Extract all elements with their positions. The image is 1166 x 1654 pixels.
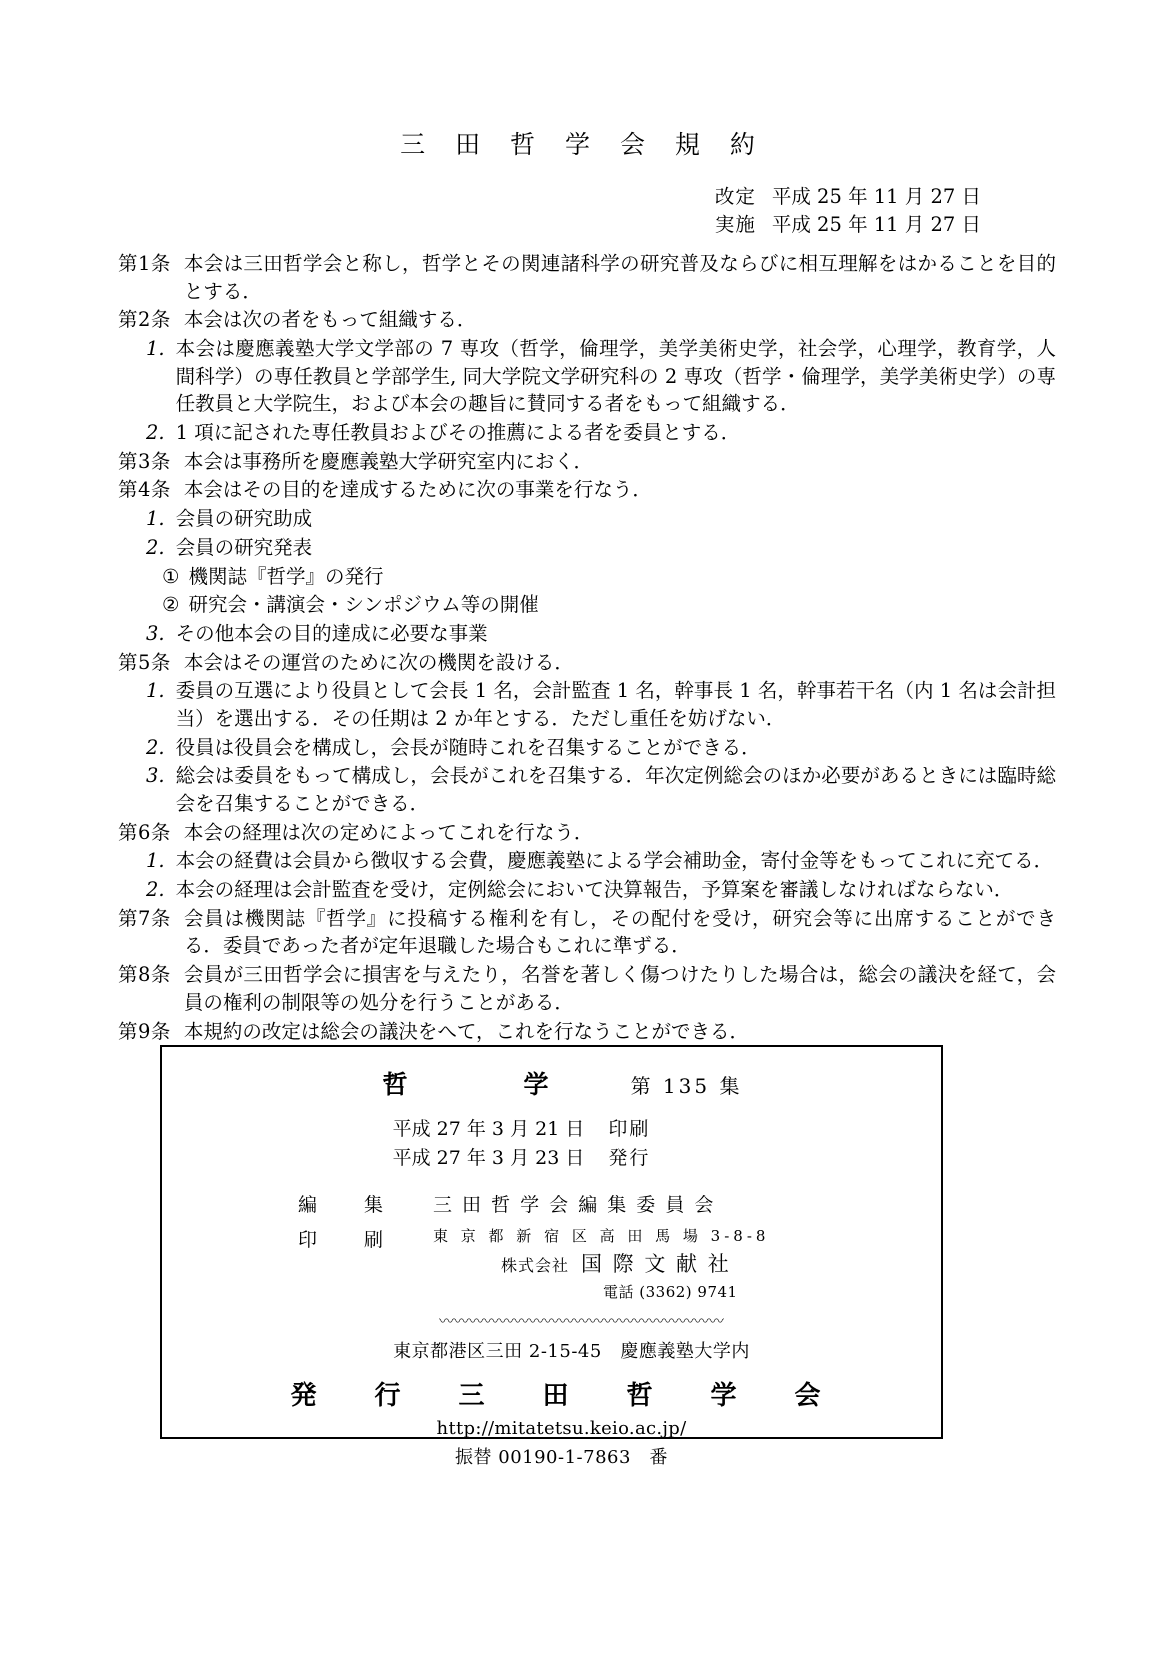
- article-7: [118, 905, 1056, 960]
- subitem-number: ②: [162, 593, 180, 617]
- page-title: 三 田 哲 学 会 規 約: [400, 130, 766, 159]
- revision-block: [0, 183, 1166, 240]
- article-2-item-2: [118, 419, 1056, 447]
- colophon-title-row: [162, 1065, 941, 1101]
- publish-date-row: [162, 1144, 881, 1173]
- article-text: 会員が三田哲学会に損害を与えたり，名誉を著しく傷つけたりした場合は，総会の議決を経て，会員の権利の制限等の処分を行うことがある．: [183, 963, 1056, 1014]
- revision-label: 改定: [714, 185, 756, 208]
- printer-details: [397, 1225, 941, 1302]
- article-text: 会員は機関誌『哲学』に投稿する権利を有し，その配付を受け，研究会等に出席することができる．委員であった者が定年退職した場合もこれに準ずる．: [183, 906, 1056, 958]
- article-text: 本規約の改定は総会の議決をへて，これを行なうことができる．: [183, 1019, 750, 1043]
- printer-row: [162, 1225, 941, 1302]
- article-4-item-2: [118, 534, 1056, 562]
- revision-value: 平成 25 年 11 月 27 日: [771, 185, 981, 208]
- articles-body: [0, 250, 1166, 1045]
- editor-label: 編 集: [297, 1194, 397, 1216]
- printer-tel: 電話 (3362) 9741: [603, 1283, 738, 1301]
- revision-value: 平成 25 年 11 月 27 日: [771, 213, 981, 237]
- publisher-url: http://mitatetsu.keio.ac.jp/: [436, 1418, 687, 1439]
- wave-divider: 〰〰〰〰〰〰〰〰〰〰〰〰〰〰〰〰〰〰〰: [438, 1312, 724, 1330]
- printer-corp: 株式会社: [501, 1256, 570, 1275]
- item-text: その他本会の目的達成に必要な事業: [175, 621, 488, 645]
- article-4-subitem-1: [118, 563, 1056, 591]
- article-8: [118, 961, 1056, 1016]
- revision-row: [0, 183, 981, 211]
- item-number: 2.: [146, 735, 165, 759]
- publish-label: 発行: [608, 1146, 651, 1169]
- item-number: 1.: [146, 507, 165, 531]
- item-text: 1 項に記された専任教員およびその推薦による者を委員とする．: [175, 421, 741, 445]
- item-number: 1.: [146, 337, 165, 360]
- article-label: 第6条: [118, 820, 171, 844]
- article-label: 第9条: [118, 1019, 171, 1043]
- article-6: [118, 819, 1056, 847]
- article-text: 本会は事務所を慶應義塾大学研究室内におく．: [183, 449, 594, 473]
- article-label: 第7条: [118, 906, 171, 930]
- article-1: [118, 250, 1056, 305]
- article-text: 本会は三田哲学会と称し，哲学とその関連諸科学の研究普及ならびに相互理解をはかることを目的とする．: [183, 251, 1056, 303]
- article-4: [118, 476, 1056, 504]
- subitem-text: 研究会・講演会・シンポジウム等の開催: [188, 593, 539, 617]
- item-text: 会員の研究助成: [175, 507, 313, 531]
- item-text: 本会は慶應義塾大学文学部の 7 専攻（哲学，倫理学，美学美術史学，社会学，心理学，教育学，人間科学）の専任教員と学部学生, 同大学院文学研究科の 2 専攻（哲学・倫理学，美学美術史学）の専任教員と大学院生，および本会の趣旨に賛同する者をもって組織する．: [175, 337, 1056, 416]
- item-number: 3.: [146, 621, 165, 645]
- item-number: 2.: [146, 535, 165, 559]
- article-text: 本会はその運営のために次の機関を設ける．: [183, 650, 574, 674]
- print-date: 平成 27 年 3 月 21 日: [392, 1118, 585, 1140]
- item-text: 委員の互選により役員として会長 1 名，会計監査 1 名，幹事長 1 名，幹事若干名（内 1 名は会計担当）を選出する．その任期は 2 か年とする．ただし重任を妨げない．: [175, 679, 1056, 730]
- article-6-item-2: [118, 876, 1056, 904]
- colophon-dates: [162, 1115, 941, 1172]
- item-text: 本会の経費は会員から徴収する会費，慶應義塾による学会補助金，寄付金等をもってこれに充てる．: [175, 849, 1054, 873]
- furikae-account: 振替 00190-1-7863 番: [455, 1447, 668, 1468]
- article-label: 第3条: [118, 449, 171, 473]
- print-date-row: [162, 1115, 881, 1144]
- article-label: 第4条: [118, 478, 171, 502]
- revision-label: 実施: [714, 213, 756, 237]
- article-9: [118, 1018, 1056, 1046]
- article-2: [118, 306, 1056, 334]
- article-label: 第8条: [118, 963, 171, 987]
- editor-row: [162, 1190, 941, 1217]
- item-number: 3.: [146, 764, 165, 788]
- printer-name: 国 際 文 献 社: [581, 1252, 731, 1276]
- item-text: 役員は役員会を構成し，会長が随時これを召集することができる．: [175, 735, 761, 759]
- item-text: 本会の経理は会計監査を受け，定例総会において決算報告，予算案を審議しなければならない．: [175, 878, 1014, 902]
- item-number: 1.: [146, 679, 165, 703]
- article-text: 本会は次の者をもって組織する．: [183, 308, 477, 332]
- article-label: 第1条: [118, 251, 171, 275]
- printer-label: 印 刷: [297, 1229, 397, 1251]
- issue-number: 第 135 集: [630, 1074, 743, 1098]
- item-number: 2.: [146, 421, 165, 445]
- article-5: [118, 649, 1056, 677]
- article-5-item-1: [118, 677, 1056, 732]
- article-5-item-2: [118, 734, 1056, 762]
- article-4-item-1: [118, 505, 1056, 533]
- item-text: 会員の研究発表: [175, 535, 313, 559]
- journal-title: 哲 学: [382, 1070, 571, 1099]
- printer-address: 東 京 都 新 宿 区 高 田 馬 場 3-8-8: [433, 1227, 770, 1245]
- subitem-number: ①: [162, 564, 180, 588]
- item-number: 2.: [146, 878, 165, 902]
- article-4-item-3: [118, 620, 1056, 648]
- article-label: 第2条: [118, 308, 171, 332]
- editor-value: 三 田 哲 学 会 編 集 委 員 会: [433, 1194, 716, 1216]
- article-4-subitem-2: [118, 591, 1056, 619]
- revision-row: [0, 211, 981, 239]
- article-text: 本会の経理は次の定めによってこれを行なう．: [183, 820, 594, 844]
- print-label: 印刷: [608, 1118, 651, 1140]
- publish-date: 平成 27 年 3 月 23 日: [392, 1146, 585, 1169]
- article-3: [118, 448, 1056, 476]
- article-text: 本会はその目的を達成するために次の事業を行なう．: [183, 478, 652, 502]
- article-label: 第5条: [118, 650, 171, 674]
- item-text: 総会は委員をもって構成し，会長がこれを召集する．年次定例総会のほか必要があるときには臨時総会を召集することができる．: [175, 764, 1056, 815]
- article-6-item-1: [118, 847, 1056, 875]
- subitem-text: 機関誌『哲学』の発行: [188, 564, 384, 588]
- article-2-item-1: [118, 335, 1056, 418]
- item-number: 1.: [146, 849, 165, 873]
- article-5-item-3: [118, 762, 1056, 817]
- colophon-box: [160, 1045, 943, 1468]
- publisher-line: 発 行 三 田 哲 学 会: [290, 1381, 837, 1411]
- printer-name-row: [417, 1248, 941, 1278]
- publisher-address: 東京都港区三田 2-15-45 慶應義塾大学内: [393, 1341, 750, 1362]
